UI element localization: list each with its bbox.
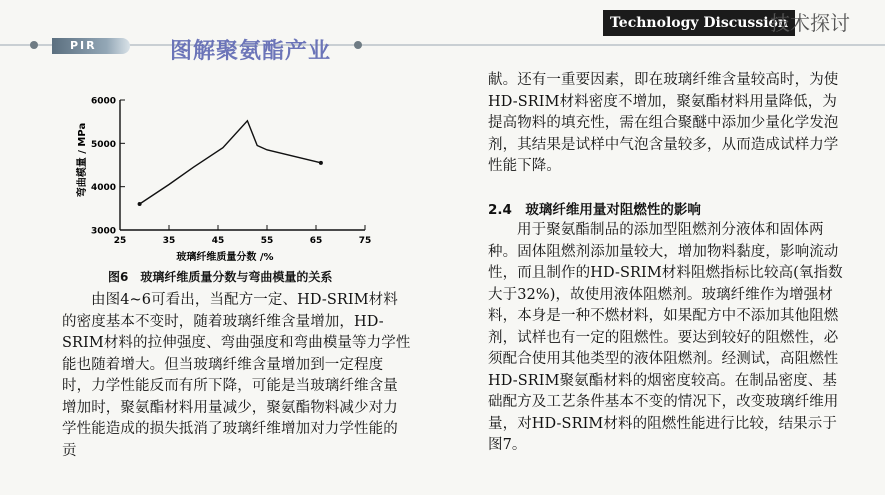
brand-tab: PIR bbox=[52, 38, 130, 54]
y-axis-label: 弯曲模量 / MPa bbox=[77, 122, 88, 198]
header-rule bbox=[0, 44, 885, 46]
body-paragraph-right-2: 用于聚氨酯制品的添加型阻燃剂分液体和固体两种。固体阻燃剂添加量较大，增加物料黏度，影响流动性，而且制作的HD-SRIM材料阻燃指标比较高(氧指数大于32%)，故使用液体阻燃剂。玻璃纤维作为增强材料，本身是一种不燃材料，如果配方中不添加其他阻燃剂，试样也有一定的阻燃性。要达到较好的阻燃性，必须配合使用其他类型的液体阻燃剂。经测试，高阻燃性HD-SRIM聚氨酯材料的烟密度较高。在制品密度、基础配方及工艺条件基本不变的情况下，改变玻璃纤维用量，对HD-SRIM材料的阻燃性能进行比较，结果示于图7。 bbox=[488, 222, 843, 453]
data-point bbox=[319, 161, 323, 165]
x-axis-label: 玻璃纤维质量分数 /% bbox=[176, 252, 274, 263]
figure-caption: 图6 玻璃纤维质量分数与弯曲模量的关系 bbox=[108, 270, 333, 284]
y-tick-label: 4000 bbox=[90, 183, 116, 194]
body-paragraph-left: 由图4~6可看出，当配方一定、HD-SRIM材料的密度基本不变时，随着玻璃纤维含量增加，HD-SRIM材料的拉伸强度、弯曲强度和弯曲模量等力学性能也随着增大。但当玻璃纤维含量增加到一定程度时，力学性能反而有所下降，可能是当玻璃纤维含量增加时，聚氨酯材料用量减少，聚氨酯物料减少对力学性能造成的损失抵消了玻璃纤维增加对力学性能的贡 bbox=[62, 292, 411, 459]
x-tick-label: 65 bbox=[309, 236, 323, 246]
x-tick-label: 45 bbox=[211, 236, 225, 246]
x-tick-label: 55 bbox=[260, 236, 274, 246]
header-rule-dot-right bbox=[354, 41, 362, 49]
flexural-modulus-chart bbox=[75, 90, 375, 268]
x-tick-label: 25 bbox=[113, 236, 127, 246]
y-tick-label: 3000 bbox=[90, 226, 116, 237]
body-paragraph-right-1: 献。还有一重要因素，即在玻璃纤维含量较高时，为使HD-SRIM材料密度不增加，聚氨酯材料用量降低，为提高物料的填充性，需在组合聚醚中添加少量化学发泡剂，其结果是试样中气泡含量较多，从而造成试样力学性能下降。 bbox=[488, 72, 839, 174]
header-rule-dot-left bbox=[30, 41, 38, 49]
page-title: 图解聚氨酯产业 bbox=[170, 39, 332, 64]
section-heading: 2.4 玻璃纤维用量对阻燃性的影响 bbox=[488, 202, 701, 218]
x-tick-label: 35 bbox=[162, 236, 176, 246]
y-tick-label: 6000 bbox=[90, 96, 116, 107]
y-tick-label: 5000 bbox=[90, 139, 116, 150]
section-label: Technology Discussion bbox=[603, 10, 795, 36]
series-line bbox=[140, 121, 321, 204]
x-tick-label: 75 bbox=[358, 236, 372, 246]
data-point bbox=[138, 202, 142, 206]
section-label-cn: 技术探讨 bbox=[770, 11, 850, 35]
